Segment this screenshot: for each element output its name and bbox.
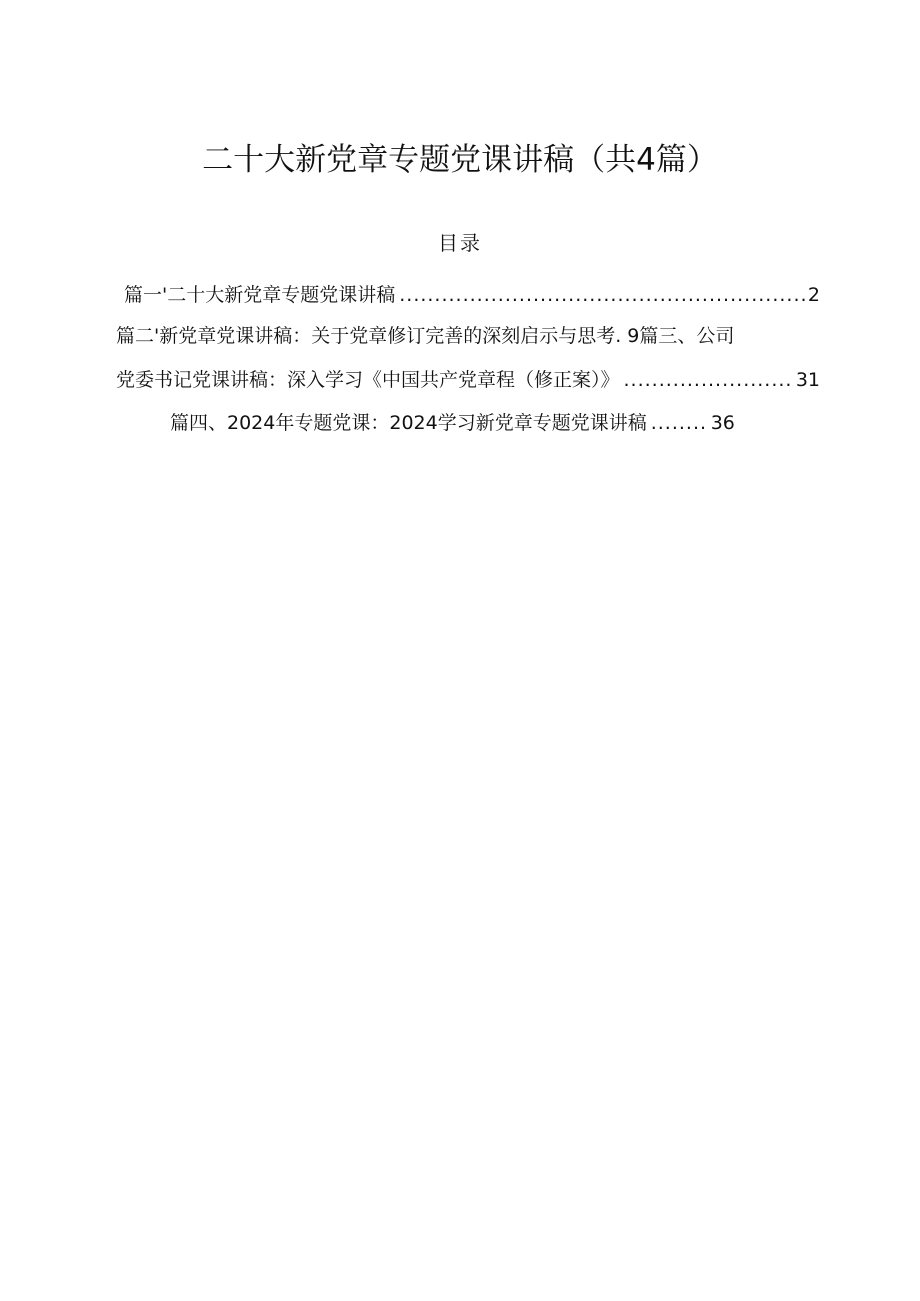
- toc-page-number: 31: [795, 369, 820, 391]
- toc-page-number: 2: [807, 284, 820, 306]
- toc-dot-leader: [399, 280, 806, 310]
- toc-heading: 目录: [438, 231, 482, 255]
- toc-entry-1[interactable]: [124, 280, 820, 310]
- toc-dot-leader: [651, 408, 709, 438]
- toc-page-number: 36: [710, 412, 735, 434]
- toc-entry-4[interactable]: [170, 408, 774, 438]
- toc-entry-label: 篇一'二十大新党章专题党课讲稿: [124, 284, 396, 306]
- toc-entry-3[interactable]: [116, 365, 820, 395]
- toc-entry-2[interactable]: [116, 321, 820, 351]
- toc-entry-label: 党委书记党课讲稿：深入学习《中国共产党章程（修正案）》: [116, 369, 620, 391]
- toc-entry-label: 篇二'新党章党课讲稿：关于党章修订完善的深刻启示与思考. 9篇三、公司: [116, 325, 735, 347]
- document-title: 二十大新党章专题党课讲稿（共4篇）: [202, 142, 718, 178]
- toc-entry-label: 篇四、2024年专题党课：2024学习新党章专题党课讲稿: [170, 412, 647, 434]
- toc-dot-leader: [624, 365, 794, 395]
